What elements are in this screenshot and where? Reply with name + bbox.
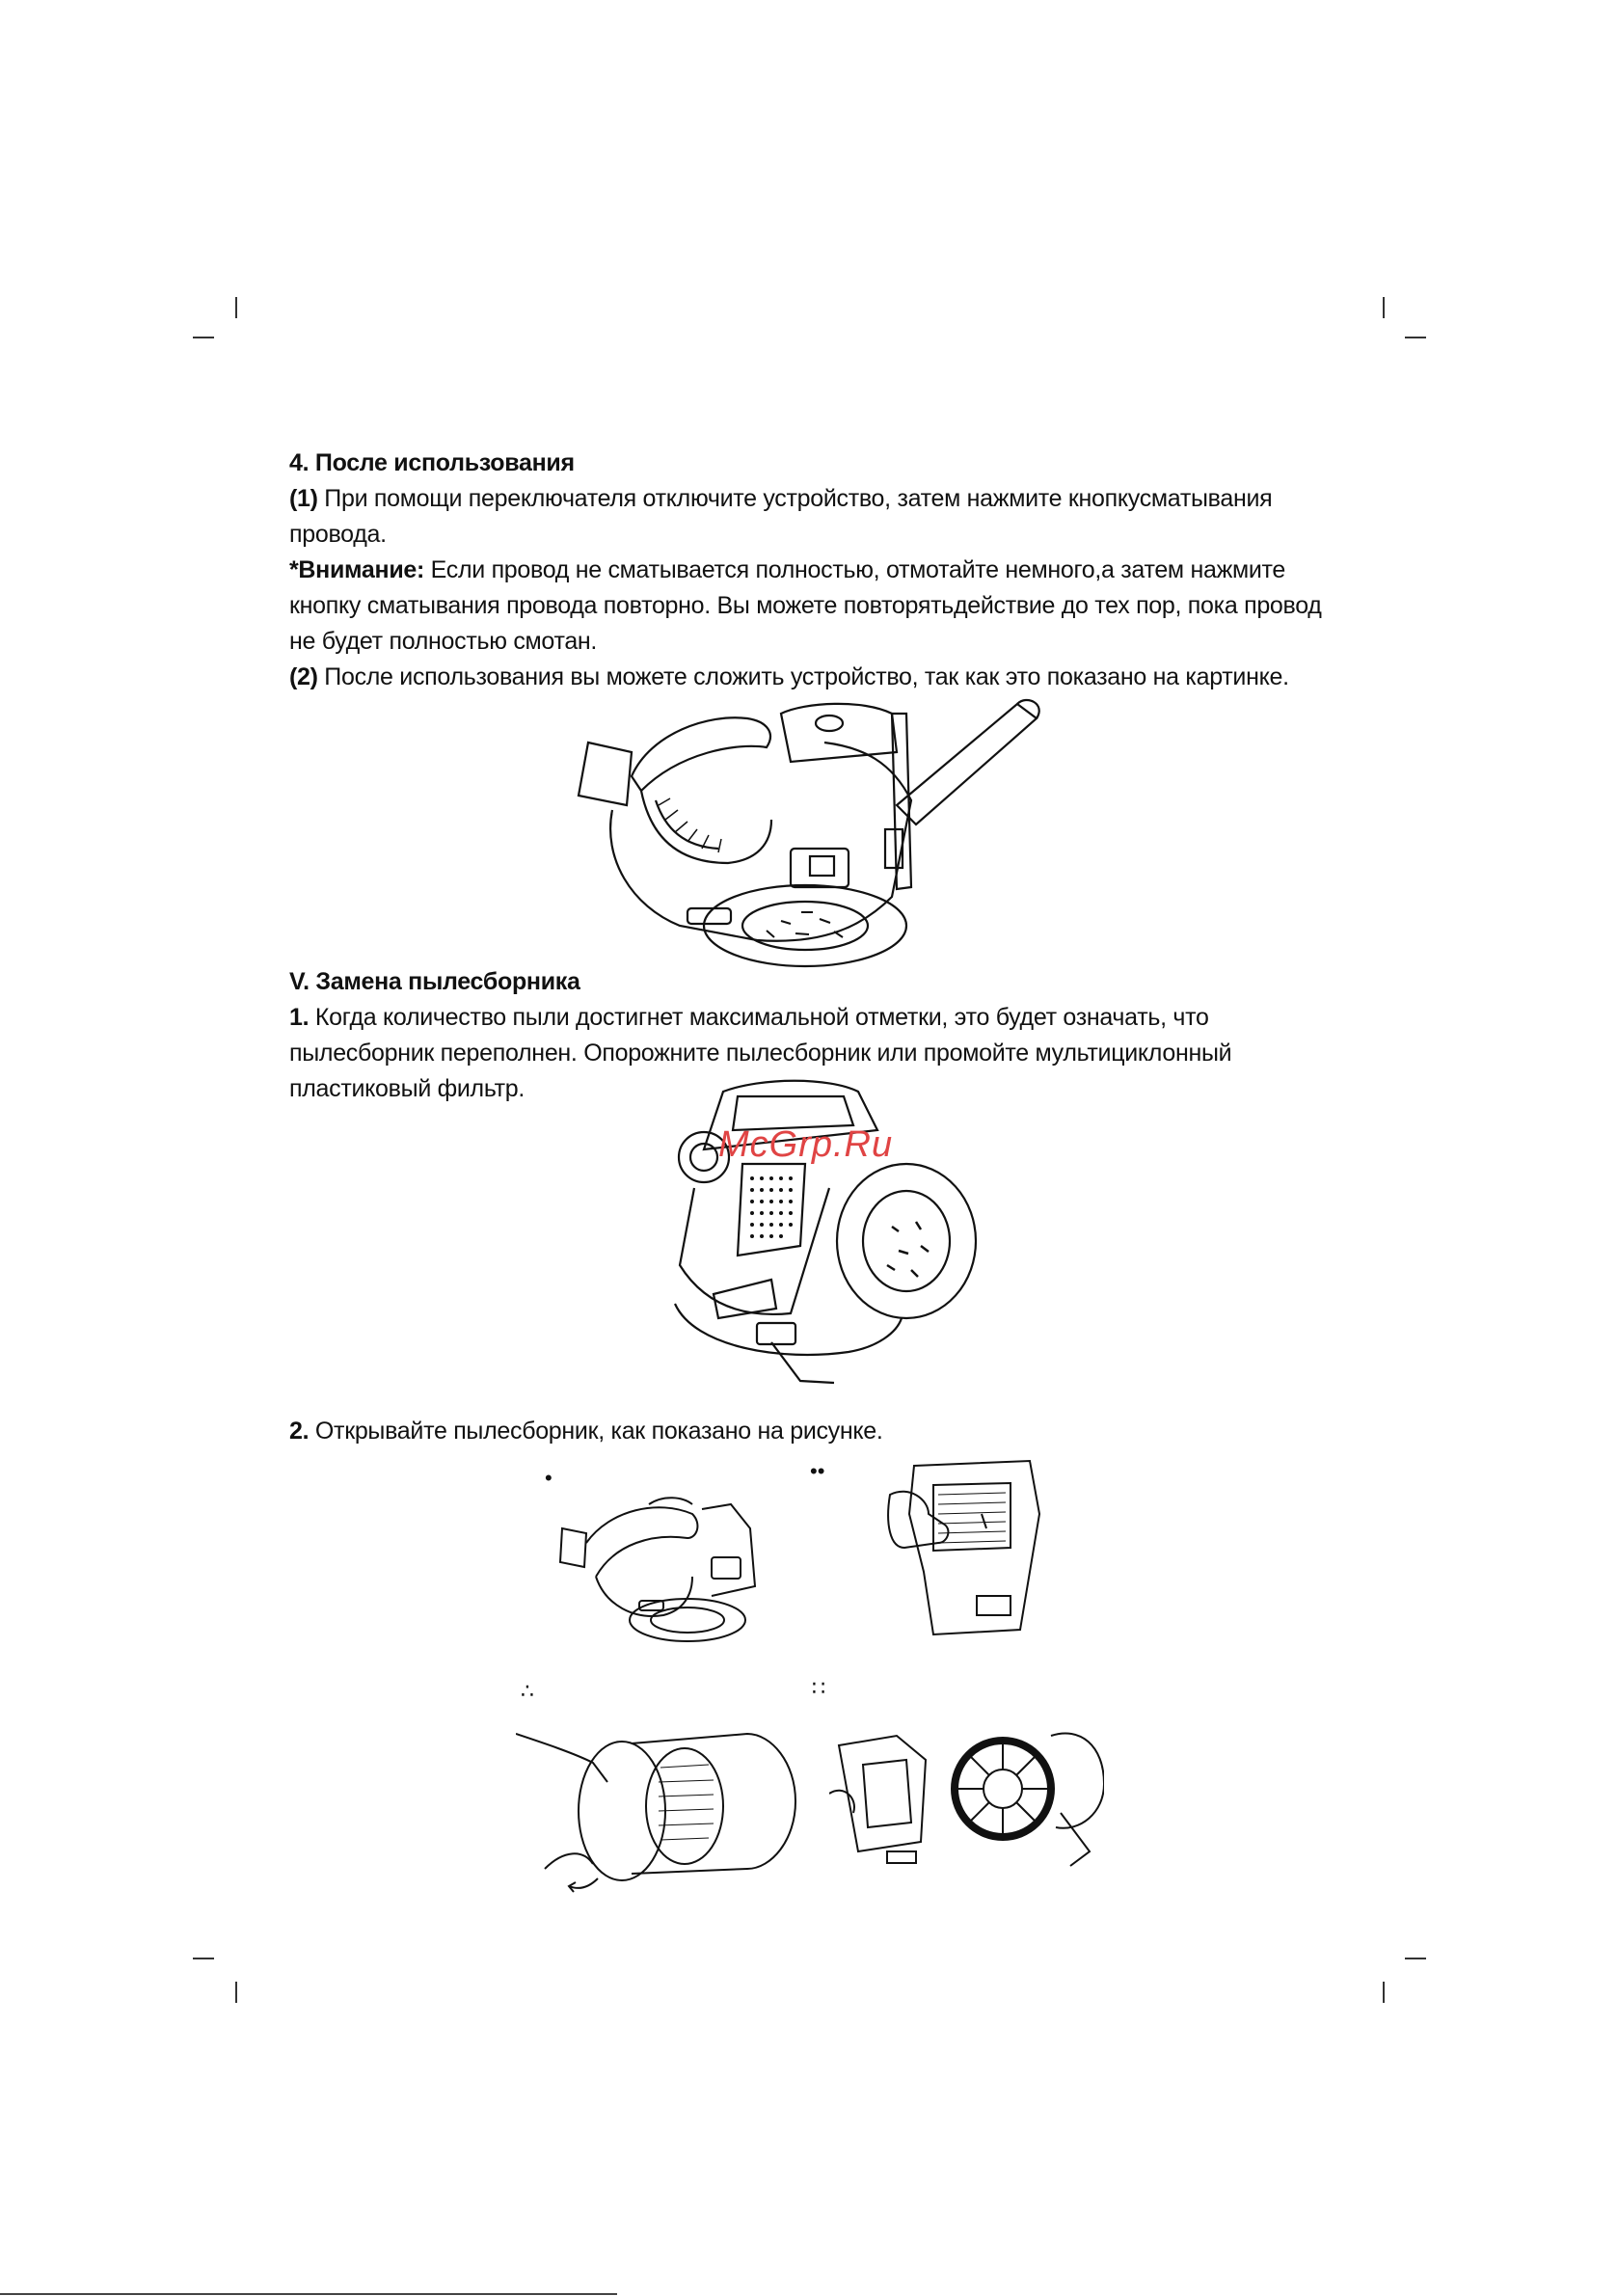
paragraph-text: Если провод не сматывается полностью, отмотайте немного,а затем нажмите кнопку сматывания провода повторно. Вы можете повторятьдействие до тех пор, пока провод не будет полностью смотан. — [289, 556, 1322, 655]
paragraph — [289, 481, 1331, 553]
step-4-illustration — [829, 1707, 1104, 1876]
item-number: (2) — [289, 663, 318, 690]
step-2-illustration — [885, 1456, 1049, 1644]
step-3-illustration — [516, 1705, 800, 1898]
crop-mark — [1383, 1982, 1385, 2003]
crop-mark — [193, 1958, 214, 1959]
paragraph-text: Когда количество пыли достигнет максимальной отметки, это будет означать, что пылесборник переполнен. Опорожните пылесборник или промойте мультициклонный пластиковый фильтр. — [289, 1004, 1232, 1102]
step-marker-1: • — [545, 1466, 552, 1490]
crop-mark — [235, 297, 237, 318]
item-number: 1. — [289, 1004, 310, 1031]
item-number: (1) — [289, 485, 318, 512]
vacuum-dust-container-illustration — [646, 1072, 984, 1391]
folded-vacuum-illustration — [574, 685, 1056, 969]
paragraph — [289, 1414, 1331, 1449]
step-marker-2: •• — [810, 1459, 825, 1483]
step-1-illustration — [557, 1485, 798, 1649]
step-marker-3: ∴ — [521, 1679, 534, 1703]
item-number: 2. — [289, 1418, 310, 1445]
section-heading: V. Замена пылесборника — [289, 968, 580, 995]
paragraph-text: После использования вы можете сложить устройство, так как это показано на картинке. — [317, 663, 1289, 690]
crop-mark — [1405, 1958, 1426, 1959]
section-heading: 4. После использования — [289, 449, 575, 476]
crop-mark — [235, 1982, 237, 2003]
paragraph-text: При помощи переключателя отключите устройство, затем нажмите кнопкусматывания провода. — [289, 485, 1273, 548]
attention-label: *Внимание: — [289, 556, 425, 583]
section-after-use — [289, 446, 1331, 695]
watermark: McGrp.Ru — [718, 1124, 894, 1165]
page-bottom-rule — [0, 2293, 617, 2295]
crop-mark — [1405, 337, 1426, 338]
crop-mark — [193, 337, 214, 338]
step-two-text — [289, 1414, 1331, 1449]
attention-paragraph — [289, 553, 1331, 660]
step-marker-4: ∷ — [812, 1676, 825, 1700]
paragraph-text: Открывайте пылесборник, как показано на рисунке. — [309, 1418, 883, 1445]
crop-mark — [1383, 297, 1385, 318]
